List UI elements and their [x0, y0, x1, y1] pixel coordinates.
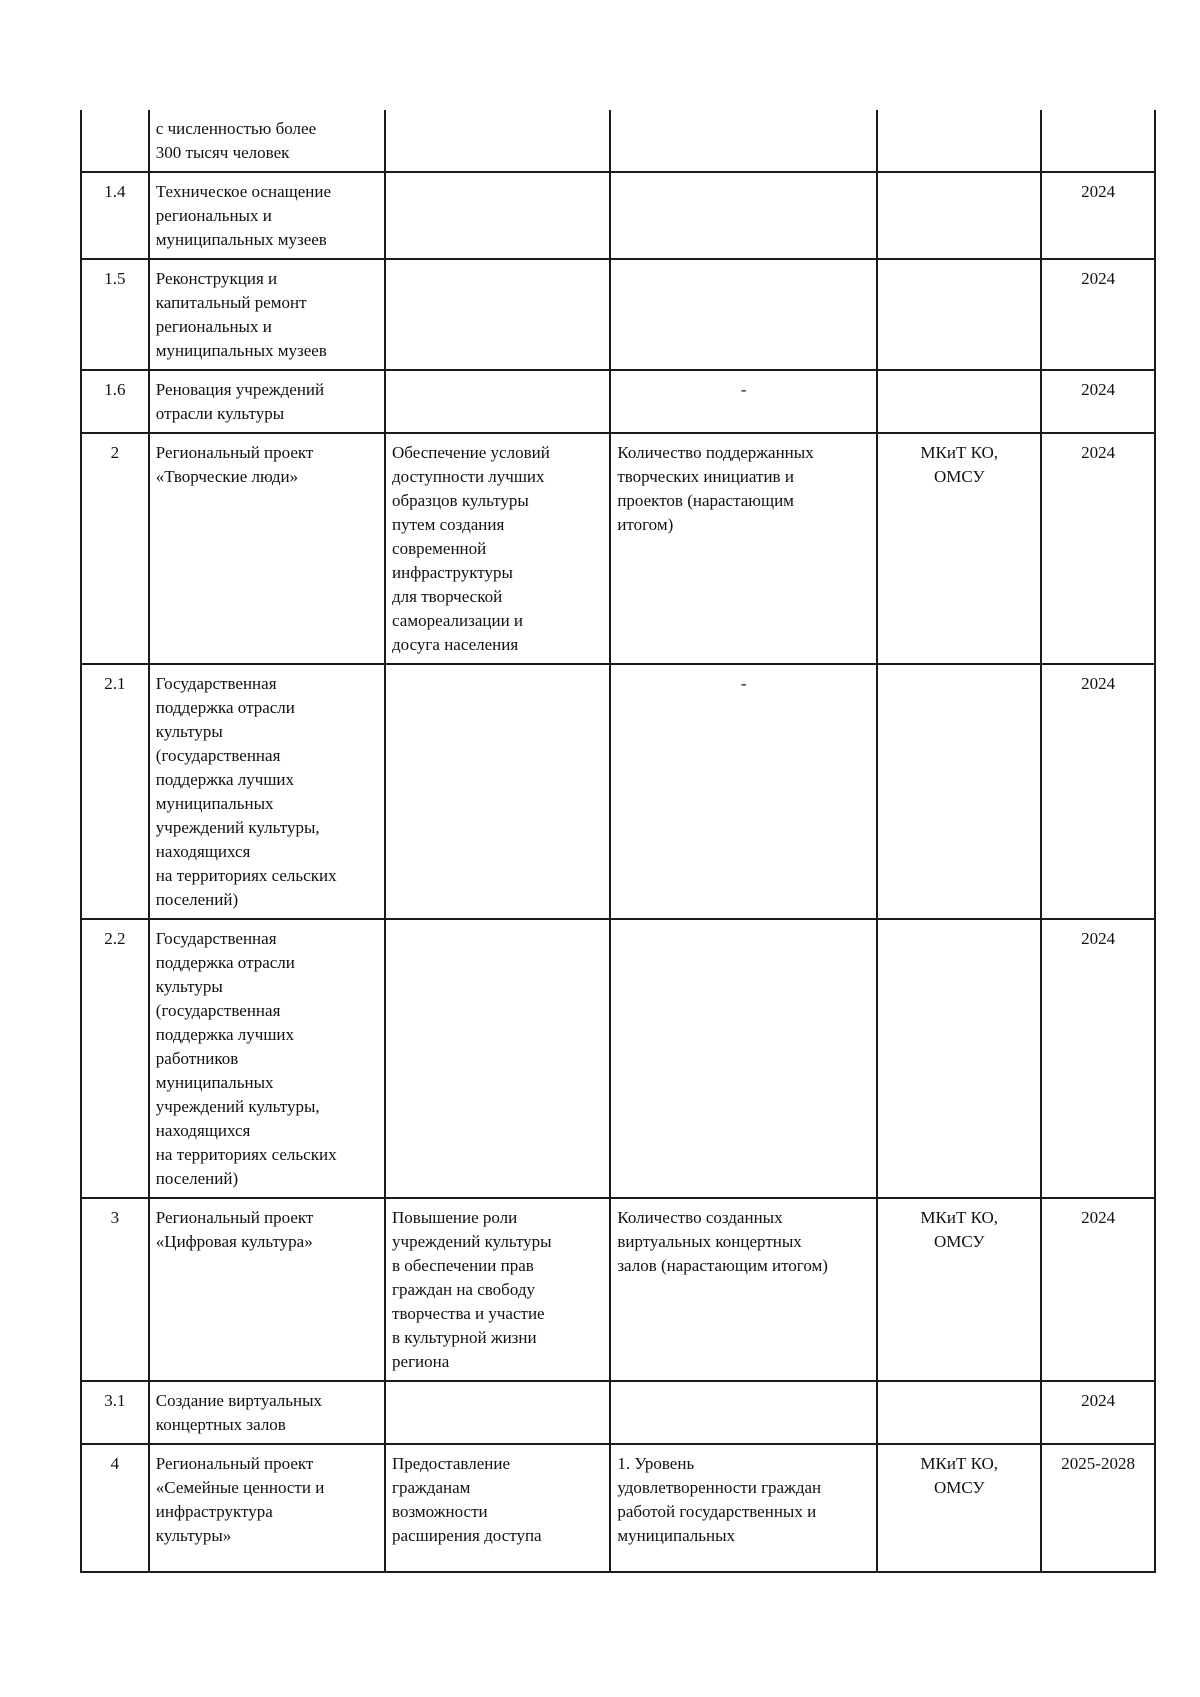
deadline-year: 2024: [1041, 919, 1155, 1198]
activity-indicator: [610, 259, 877, 370]
table-row: [81, 433, 1155, 664]
deadline-year: 2024: [1041, 259, 1155, 370]
deadline-year: 2024: [1041, 433, 1155, 664]
row-number: 1.4: [81, 172, 149, 259]
activity-indicator: Количество поддержанных творческих инициатив и проектов (нарастающим итогом): [610, 433, 877, 664]
responsible-party: [877, 110, 1041, 172]
responsible-party: [877, 259, 1041, 370]
activity-name: Государственная поддержка отрасли культуры (государственная поддержка лучших работников муниципальных учреждений культуры, находящихся на территориях сельских поселений): [149, 919, 385, 1198]
table-row: [81, 110, 1155, 172]
deadline-year: 2024: [1041, 1381, 1155, 1444]
activity-indicator: Количество созданных виртуальных концертных залов (нарастающим итогом): [610, 1198, 877, 1381]
responsible-party: [877, 1381, 1041, 1444]
table-row: [81, 370, 1155, 433]
responsible-party: [877, 172, 1041, 259]
row-number: 3.1: [81, 1381, 149, 1444]
activity-name: Техническое оснащение региональных и муниципальных музеев: [149, 172, 385, 259]
table-row: [81, 259, 1155, 370]
activity-indicator: [610, 172, 877, 259]
deadline-year: [1041, 110, 1155, 172]
row-number: 3: [81, 1198, 149, 1381]
activity-goal: [385, 110, 610, 172]
activity-goal: [385, 919, 610, 1198]
row-number: 2.2: [81, 919, 149, 1198]
activity-goal: Предоставление гражданам возможности расширения доступа: [385, 1444, 610, 1572]
activity-indicator: -: [610, 664, 877, 919]
activity-goal: [385, 370, 610, 433]
activity-name: Региональный проект «Семейные ценности и инфраструктура культуры»: [149, 1444, 385, 1572]
activity-goal: [385, 259, 610, 370]
responsible-party: МКиТ КО, ОМСУ: [877, 1198, 1041, 1381]
activity-indicator: 1. Уровень удовлетворенности граждан работой государственных и муниципальных: [610, 1444, 877, 1572]
table-row: [81, 1198, 1155, 1381]
row-number: 4: [81, 1444, 149, 1572]
activity-indicator: [610, 1381, 877, 1444]
activity-name: Региональный проект «Цифровая культура»: [149, 1198, 385, 1381]
deadline-year: 2024: [1041, 1198, 1155, 1381]
row-number: 2.1: [81, 664, 149, 919]
row-number: 1.5: [81, 259, 149, 370]
activity-goal: [385, 172, 610, 259]
responsible-party: [877, 370, 1041, 433]
table-row: [81, 664, 1155, 919]
deadline-year: 2024: [1041, 370, 1155, 433]
row-number: 2: [81, 433, 149, 664]
activity-name: Государственная поддержка отрасли культуры (государственная поддержка лучших муниципальных учреждений культуры, находящихся на территориях сельских поселений): [149, 664, 385, 919]
activity-indicator: [610, 919, 877, 1198]
activity-name: Создание виртуальных концертных залов: [149, 1381, 385, 1444]
deadline-year: 2025-2028: [1041, 1444, 1155, 1572]
deadline-year: 2024: [1041, 172, 1155, 259]
row-number: 1.6: [81, 370, 149, 433]
activity-name: Реновация учреждений отрасли культуры: [149, 370, 385, 433]
activity-name: Реконструкция и капитальный ремонт региональных и муниципальных музеев: [149, 259, 385, 370]
plan-table: [80, 110, 1156, 1573]
activity-name: с численностью более 300 тысяч человек: [149, 110, 385, 172]
activity-goal: [385, 1381, 610, 1444]
responsible-party: МКиТ КО, ОМСУ: [877, 1444, 1041, 1572]
activity-indicator: -: [610, 370, 877, 433]
deadline-year: 2024: [1041, 664, 1155, 919]
activity-goal: Обеспечение условий доступности лучших образцов культуры путем создания современной инфраструктуры для творческой самореализации и досуга населения: [385, 433, 610, 664]
table-row: [81, 919, 1155, 1198]
responsible-party: [877, 664, 1041, 919]
row-number: [81, 110, 149, 172]
responsible-party: МКиТ КО, ОМСУ: [877, 433, 1041, 664]
responsible-party: [877, 919, 1041, 1198]
table-row: [81, 1444, 1155, 1572]
table-row: [81, 1381, 1155, 1444]
activity-goal: Повышение роли учреждений культуры в обеспечении прав граждан на свободу творчества и участие в культурной жизни региона: [385, 1198, 610, 1381]
activity-goal: [385, 664, 610, 919]
table-row: [81, 172, 1155, 259]
activity-name: Региональный проект «Творческие люди»: [149, 433, 385, 664]
activity-indicator: [610, 110, 877, 172]
